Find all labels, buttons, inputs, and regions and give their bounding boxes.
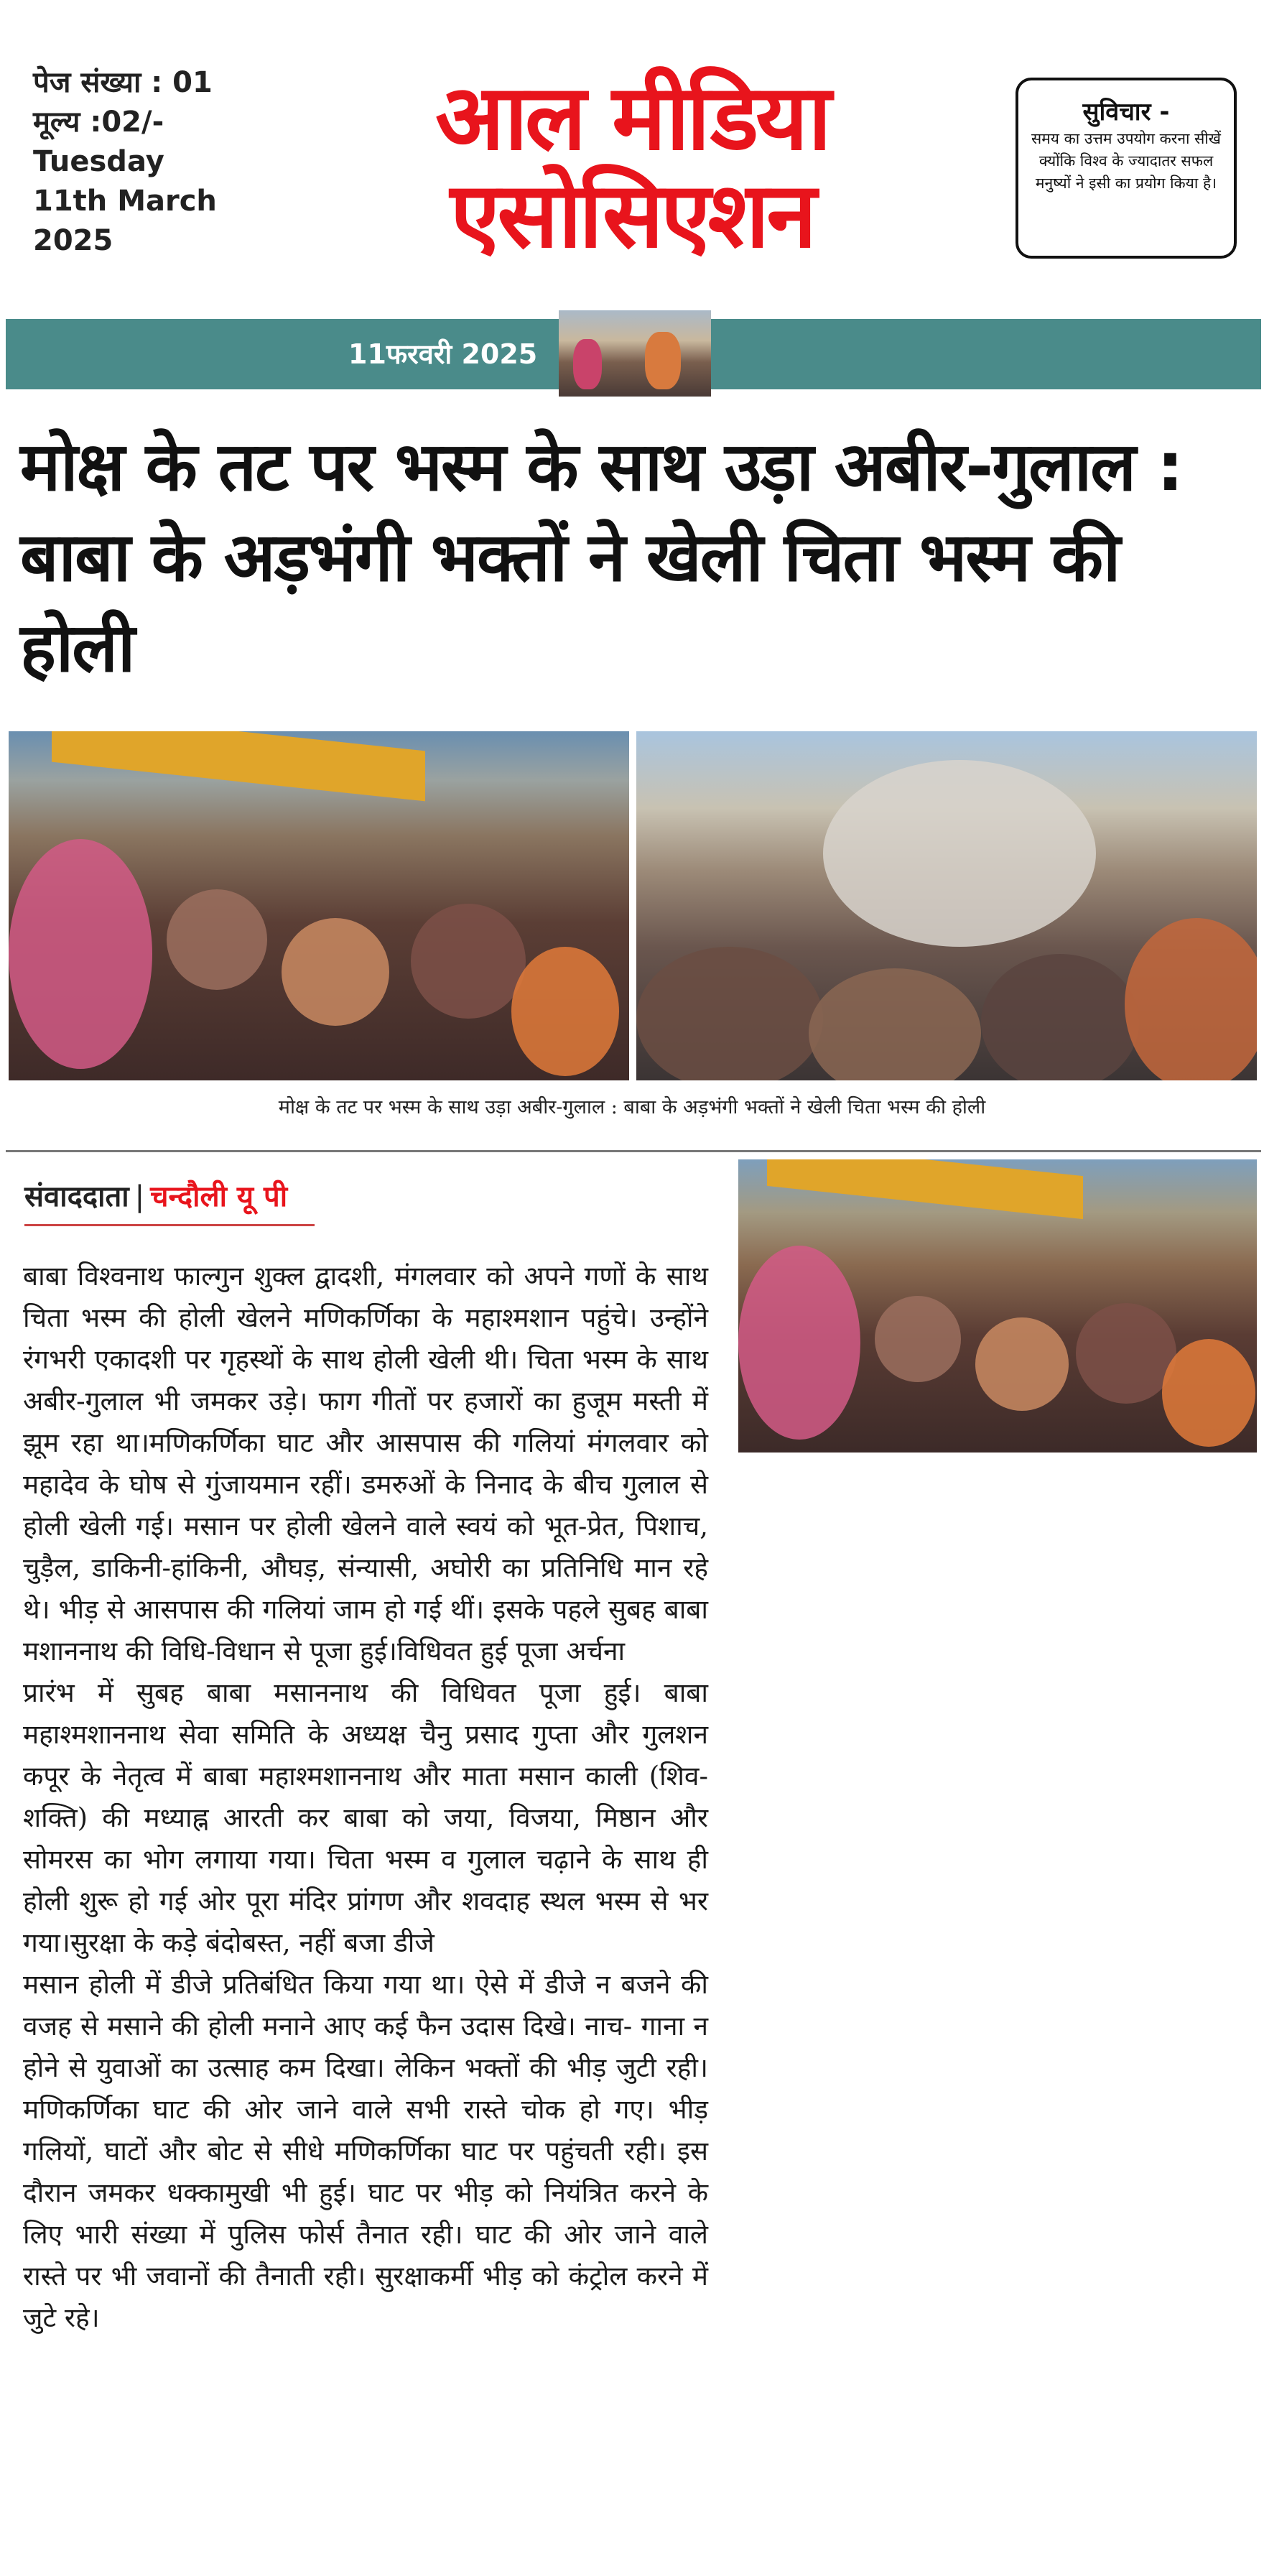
band-date: 11फरवरी 2025 (348, 338, 538, 370)
crowd-shape (1162, 1339, 1255, 1447)
issue-meta (33, 63, 292, 261)
crowd-shape (282, 918, 389, 1026)
ash-cloud-shape (823, 760, 1096, 947)
crowd-shape (981, 954, 1139, 1080)
crowd-shape (511, 947, 619, 1076)
byline-location: चन्दौली यू पी (150, 1180, 288, 1213)
crowd-shape (636, 947, 823, 1080)
photo-crowd-right (636, 731, 1257, 1080)
section-divider (6, 1150, 1261, 1152)
headline: मोक्ष के तट पर भस्म के साथ उड़ा अबीर-गुलाल : बाबा के अड़भंगी भक्तों ने खेली चिता भस्म की होली (20, 428, 1183, 687)
thought-of-the-day-box (1016, 78, 1237, 259)
thought-body: समय का उत्तम उपयोग करना सीखें क्योंकि विश्व के ज्यादातर सफल मनुष्यों ने इसी का प्रयोग किया है। (1031, 130, 1221, 192)
article-paragraph: मसान होली में डीजे प्रतिबंधित किया गया था। ऐसे में डीजे न बजने की वजह से मसाने की होली मनाने आए कई फैन उदास दिखे। नाच- गाना न होने से युवाओं का उत्साह कम दिखा। लेकिन भक्तों की भीड़ जुटी रही। मणिकर्णिका घाट की ओर जाने वाले सभी रास्ते चोक हो गए। भीड़ गलियों, घाटों और बोट से सीधे मणिकर्णिका घाट पर पहुंचती रही। इस दौरान जमकर धक्कामुखी भी हुई। घाट पर भीड़ को नियंत्रित करने के लिए भारी संख्या में पुलिस फोर्स तैनात रही। घाट की ओर जाने वाले रास्ते पर भी जवानों की तैनाती रही। सुरक्षाकर्मी भीड़ को कंट्रोल करने में जुटे रहे। (23, 1969, 708, 2333)
crowd-shape (411, 904, 526, 1019)
issue-date: 11th March (33, 185, 217, 218)
byline (24, 1177, 287, 1217)
crowd-shape (875, 1296, 961, 1382)
awning-shape (52, 731, 425, 801)
photo-article (738, 1159, 1257, 1453)
masthead-logo (373, 65, 891, 268)
article-body (23, 1256, 708, 2339)
weekday: Tuesday (33, 145, 164, 178)
crowd-shape (1125, 918, 1257, 1080)
thought-title: सुविचार - (1082, 98, 1170, 126)
crowd-shape (167, 889, 267, 990)
photo-crowd-left (9, 731, 629, 1080)
photo-caption: मोक्ष के तट पर भस्म के साथ उड़ा अबीर-गुलाल : बाबा के अड़भंगी भक्तों ने खेली चिता भस्म की होली (278, 1096, 986, 1118)
crowd-shape (975, 1317, 1069, 1411)
awning-shape (767, 1159, 1083, 1219)
band-thumbnail-image (559, 310, 711, 397)
masthead-line-2: एसोसिएशन (450, 162, 814, 268)
byline-label: संवाददाता (24, 1180, 129, 1213)
article-paragraph: बाबा विश्वनाथ फाल्गुन शुक्ल द्वादशी, मंगलवार को अपने गणों के साथ चिता भस्म की होली खेलने मणिकर्णिका के महाश्मशान पहुंचे। उन्होंने रंगभरी एकादशी पर गृहस्थों के साथ होली खेली थी। चिता भस्म के साथ अबीर-गुलाल भी जमकर उड़े। फाग गीतों पर हजारों का हुजूम मस्ती में झूम रहा था।मणिकर्णिका घाट और आसपास की गलियां मंगलवार को महादेव के घोष से गुंजायमान रहीं। डमरुओं के निनाद के बीच गुलाल से होली खेली गई। मसान पर होली खेलने वाले स्वयं को भूत-प्रेत, पिशाच, चुड़ैल, डाकिनी-हांकिनी, औघड़, संन्यासी, अघोरी का प्रतिनिधि मान रहे थे। भीड़ से आसपास की गलियां जाम हो गई थीं। इसके पहले सुबह बाबा मशाननाथ की विधि-विधान से पूजा हुई।विधिवत हुई पूजा अर्चना (23, 1261, 708, 1667)
crowd-shape (809, 968, 981, 1080)
issue-year: 2025 (33, 224, 113, 257)
page-number: पेज संख्या : 01 (33, 66, 213, 99)
price: मूल्य :02/- (33, 106, 164, 139)
article-paragraph: प्रारंभ में सुबह बाबा मसाननाथ की विधिवत पूजा हुई। बाबा महाश्मशाननाथ सेवा समिति के अध्यक्ष चैनु प्रसाद गुप्ता और गुलशन कपूर के नेतृत्व में बाबा महाश्मशाननाथ और माता मसान काली (शिव-शक्ति) की मध्याह्न आरती कर बाबा को जया, विजया, मिष्ठान और सोमरस का भोग लगाया गया। चिता भस्म व गुलाल चढ़ाने के साथ ही होली शुरू हो गई ओर पूरा मंदिर प्रांगण और शवदाह स्थल भस्म से भर गया।सुरक्षा के कड़े बंदोबस्त, नहीं बजा डीजे (23, 1677, 708, 1958)
crowd-shape (738, 1246, 860, 1440)
crowd-shape (9, 839, 152, 1069)
byline-separator: | (134, 1180, 145, 1213)
crowd-shape (1076, 1303, 1176, 1404)
masthead-line-1: आल मीडिया (435, 65, 829, 170)
byline-underline (24, 1224, 315, 1226)
